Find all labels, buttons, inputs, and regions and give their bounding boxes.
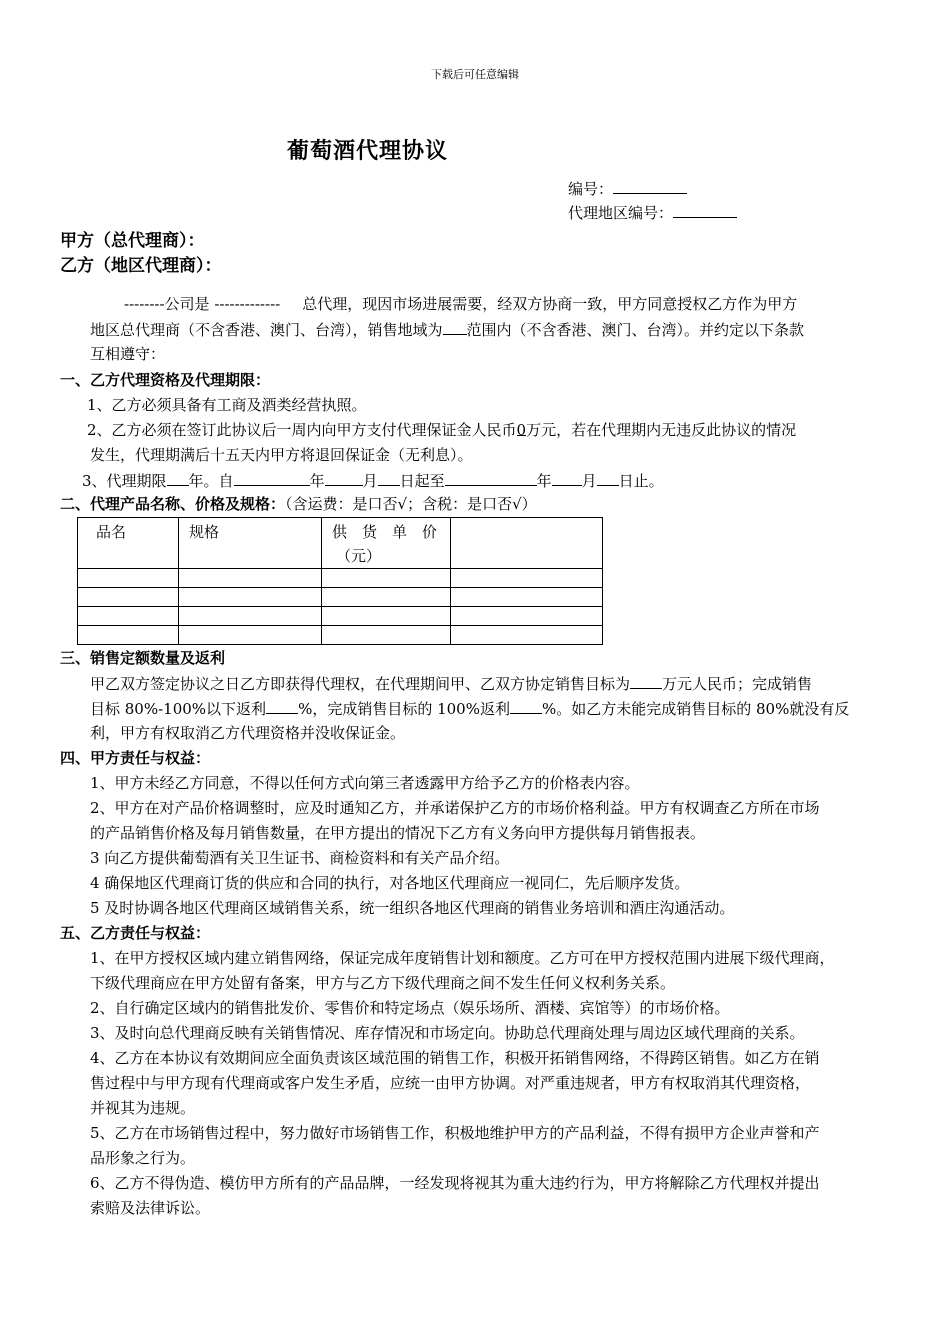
intro-line-2 xyxy=(90,317,804,343)
page-title: 葡萄酒代理协议 xyxy=(287,138,449,164)
end-day-label: 日止。 xyxy=(618,472,664,490)
section-5-line: 索赔及法律诉讼。 xyxy=(90,1199,211,1217)
section-3-heading: 三、销售定额数量及返利 xyxy=(60,649,226,667)
item-2-text-b: 万元，若在代理期内无违反此协议的情况 xyxy=(526,421,797,439)
col-header-price: 供 货 单 价 （元） xyxy=(322,518,451,569)
intro-line-1 xyxy=(124,292,797,317)
sales-region-blank[interactable] xyxy=(443,317,467,335)
s3-text-2b: %，完成销售目标的 100%返利 xyxy=(298,700,510,718)
table-cell[interactable] xyxy=(451,588,603,607)
end-year-blank[interactable] xyxy=(445,468,537,486)
end-month-blank[interactable] xyxy=(552,468,582,486)
intro-line-3: 互相遵守： xyxy=(90,345,166,363)
table-cell[interactable] xyxy=(179,626,322,645)
number-blank[interactable] xyxy=(613,176,687,194)
region-number-label: 代理地区编号： xyxy=(568,204,674,222)
section-5-line: 并视其为违规。 xyxy=(90,1099,196,1117)
end-year-label: 年 xyxy=(536,472,552,490)
end-day-blank[interactable] xyxy=(597,468,619,486)
table-cell[interactable] xyxy=(451,569,603,588)
section-5-line: 售过程中与甲方现有代理商或客户发生矛盾，应统一由甲方协调。对严重违规者，甲方有权取消其代理资格， xyxy=(90,1074,811,1092)
table-cell[interactable] xyxy=(78,607,179,626)
section-5-line: 5、乙方在市场销售过程中，努力做好市场销售工作，积极地维护甲方的产品利益，不得有损甲方企业声誉和产 xyxy=(90,1124,820,1142)
region-number-line xyxy=(568,200,737,226)
start-year-blank[interactable] xyxy=(234,468,310,486)
table-row xyxy=(78,607,603,626)
col-header-extra xyxy=(451,518,603,569)
col-header-name: 品名 xyxy=(78,518,179,569)
section-3-line-3: 利，甲方有权取消乙方代理资格并没收保证金。 xyxy=(90,724,406,742)
section-5-line: 品形象之行为。 xyxy=(90,1149,196,1167)
section-5-heading: 五、乙方责任与权益： xyxy=(60,924,211,942)
table-cell[interactable] xyxy=(179,607,322,626)
table-cell[interactable] xyxy=(179,588,322,607)
s3-text-2c: %。如乙方未能完成销售目标的 80%就没有反 xyxy=(541,700,850,718)
region-number-blank[interactable] xyxy=(673,200,737,218)
sales-target-blank[interactable] xyxy=(630,671,662,689)
section-4-line: 4 确保地区代理商订货的供应和合同的执行，对各地区代理商应一视同仁，先后顺序发货。 xyxy=(90,874,690,892)
term-years-blank[interactable] xyxy=(167,468,189,486)
section-5-line: 1、在甲方授权区域内建立销售网络，保证完成年度销售计划和额度。乙方可在甲方授权范围内进展下级代理商， xyxy=(90,949,835,967)
section-4-line: 1、甲方未经乙方同意，不得以任何方式向第三者透露甲方给予乙方的价格表内容。 xyxy=(90,774,640,792)
section-5-line: 下级代理商应在甲方处留有备案，甲方与乙方下级代理商之间不发生任何义权利务关系。 xyxy=(90,974,676,992)
section-1-item-1: 1、乙方必须具备有工商及酒类经营执照。 xyxy=(87,396,367,414)
deposit-amount[interactable]: 0 xyxy=(517,418,527,436)
section-4-line: 5 及时协调各地区代理商区域销售关系，统一组织各地区代理商的销售业务培训和酒庄沟通活动。 xyxy=(90,899,735,917)
section-2-line xyxy=(60,492,537,517)
table-row xyxy=(78,588,603,607)
section-1-item-2 xyxy=(87,418,796,443)
section-2-heading: 二、代理产品名称、价格及规格： xyxy=(60,495,286,513)
number-line xyxy=(568,176,687,202)
day-until-label: 日起至 xyxy=(399,472,445,490)
term-from-label: 年。自 xyxy=(188,472,234,490)
end-month-label: 月 xyxy=(581,472,597,490)
s3-text-1b: 万元人民币；完成销售 xyxy=(662,675,813,693)
header-note: 下载后可任意编辑 xyxy=(431,68,519,81)
section-5-line: 3、及时向总代理商反映有关销售情况、库存情况和市场定向。协助总代理商处理与周边区域代理商的关系。 xyxy=(90,1024,805,1042)
table-row xyxy=(78,569,603,588)
section-5-line: 2、自行确定区域内的销售批发价、零售价和特定场点（娱乐场所、酒楼、宾馆等）的市场价格。 xyxy=(90,999,730,1017)
product-table xyxy=(77,517,603,645)
party-a: 甲方（总代理商）： xyxy=(60,231,205,251)
intro-text-2a: 地区总代理商（不含香港、澳门、台湾），销售地域为 xyxy=(90,321,443,339)
year-label: 年 xyxy=(309,472,325,490)
section-5-line: 6、乙方不得伪造、模仿甲方所有的产品品牌，一经发现将视其为重大违约行为，甲方将解除乙方代理权并提出 xyxy=(90,1174,820,1192)
section-1-item-3 xyxy=(82,468,664,494)
section-4-line: 的产品销售价格及每月销售数量，在甲方提出的情况下乙方有义务向甲方提供每月销售报表。 xyxy=(90,824,706,842)
table-cell[interactable] xyxy=(322,588,451,607)
table-cell[interactable] xyxy=(322,607,451,626)
s3-text-2a: 目标 80%-100%以下返利 xyxy=(90,700,267,718)
start-month-blank[interactable] xyxy=(325,468,363,486)
party-b: 乙方（地区代理商）： xyxy=(60,256,222,276)
section-4-heading: 四、甲方责任与权益： xyxy=(60,749,211,767)
table-cell[interactable] xyxy=(78,626,179,645)
month-label: 月 xyxy=(362,472,378,490)
table-cell[interactable] xyxy=(451,626,603,645)
table-row xyxy=(78,626,603,645)
section-1-heading: 一、乙方代理资格及代理期限： xyxy=(60,371,271,389)
table-cell[interactable] xyxy=(322,626,451,645)
table-cell[interactable] xyxy=(451,607,603,626)
rebate-80-blank[interactable] xyxy=(266,696,298,714)
number-label: 编号： xyxy=(568,180,614,198)
section-5-line: 4、乙方在本协议有效期间应全面负责该区域范围的销售工作，积极开拓销售网络，不得跨区销售。如乙方在销 xyxy=(90,1049,820,1067)
table-cell[interactable] xyxy=(78,569,179,588)
col-header-spec: 规格 xyxy=(179,518,322,569)
term-label: 3、代理期限 xyxy=(82,472,167,490)
intro-company: --------公司是 ------------- xyxy=(124,295,281,313)
section-4-line: 3 向乙方提供葡萄酒有关卫生证书、商检资料和有关产品介绍。 xyxy=(90,849,510,867)
section-1-item-2-cont: 发生，代理期满后十五天内甲方将退回保证金（无利息）。 xyxy=(90,446,473,464)
section-4-line: 2、甲方在对产品价格调整时，应及时通知乙方，并承诺保护乙方的市场价格利益。甲方有权调查乙方所在市场 xyxy=(90,799,820,817)
table-header-row xyxy=(78,518,603,569)
s3-text-1a: 甲乙双方签定协议之日乙方即获得代理权，在代理期间甲、乙双方协定销售目标为 xyxy=(90,675,631,693)
table-cell[interactable] xyxy=(78,588,179,607)
intro-text-1: 总代理，现因市场进展需要，经双方协商一致，甲方同意授权乙方作为甲方 xyxy=(302,295,798,313)
section-3-line-2 xyxy=(90,696,849,722)
start-day-blank[interactable] xyxy=(378,468,400,486)
item-2-text-a: 2、乙方必须在签订此协议后一周内向甲方支付代理保证金人民币 xyxy=(87,421,517,439)
table-cell[interactable] xyxy=(179,569,322,588)
section-3-line-1 xyxy=(90,671,812,697)
table-cell[interactable] xyxy=(322,569,451,588)
section-2-note: （含运费：是口否√；含税：是口否√） xyxy=(285,495,537,513)
intro-text-2b: 范围内（不含香港、澳门、台湾）。并约定以下条款 xyxy=(466,321,805,339)
rebate-100-blank[interactable] xyxy=(510,696,542,714)
